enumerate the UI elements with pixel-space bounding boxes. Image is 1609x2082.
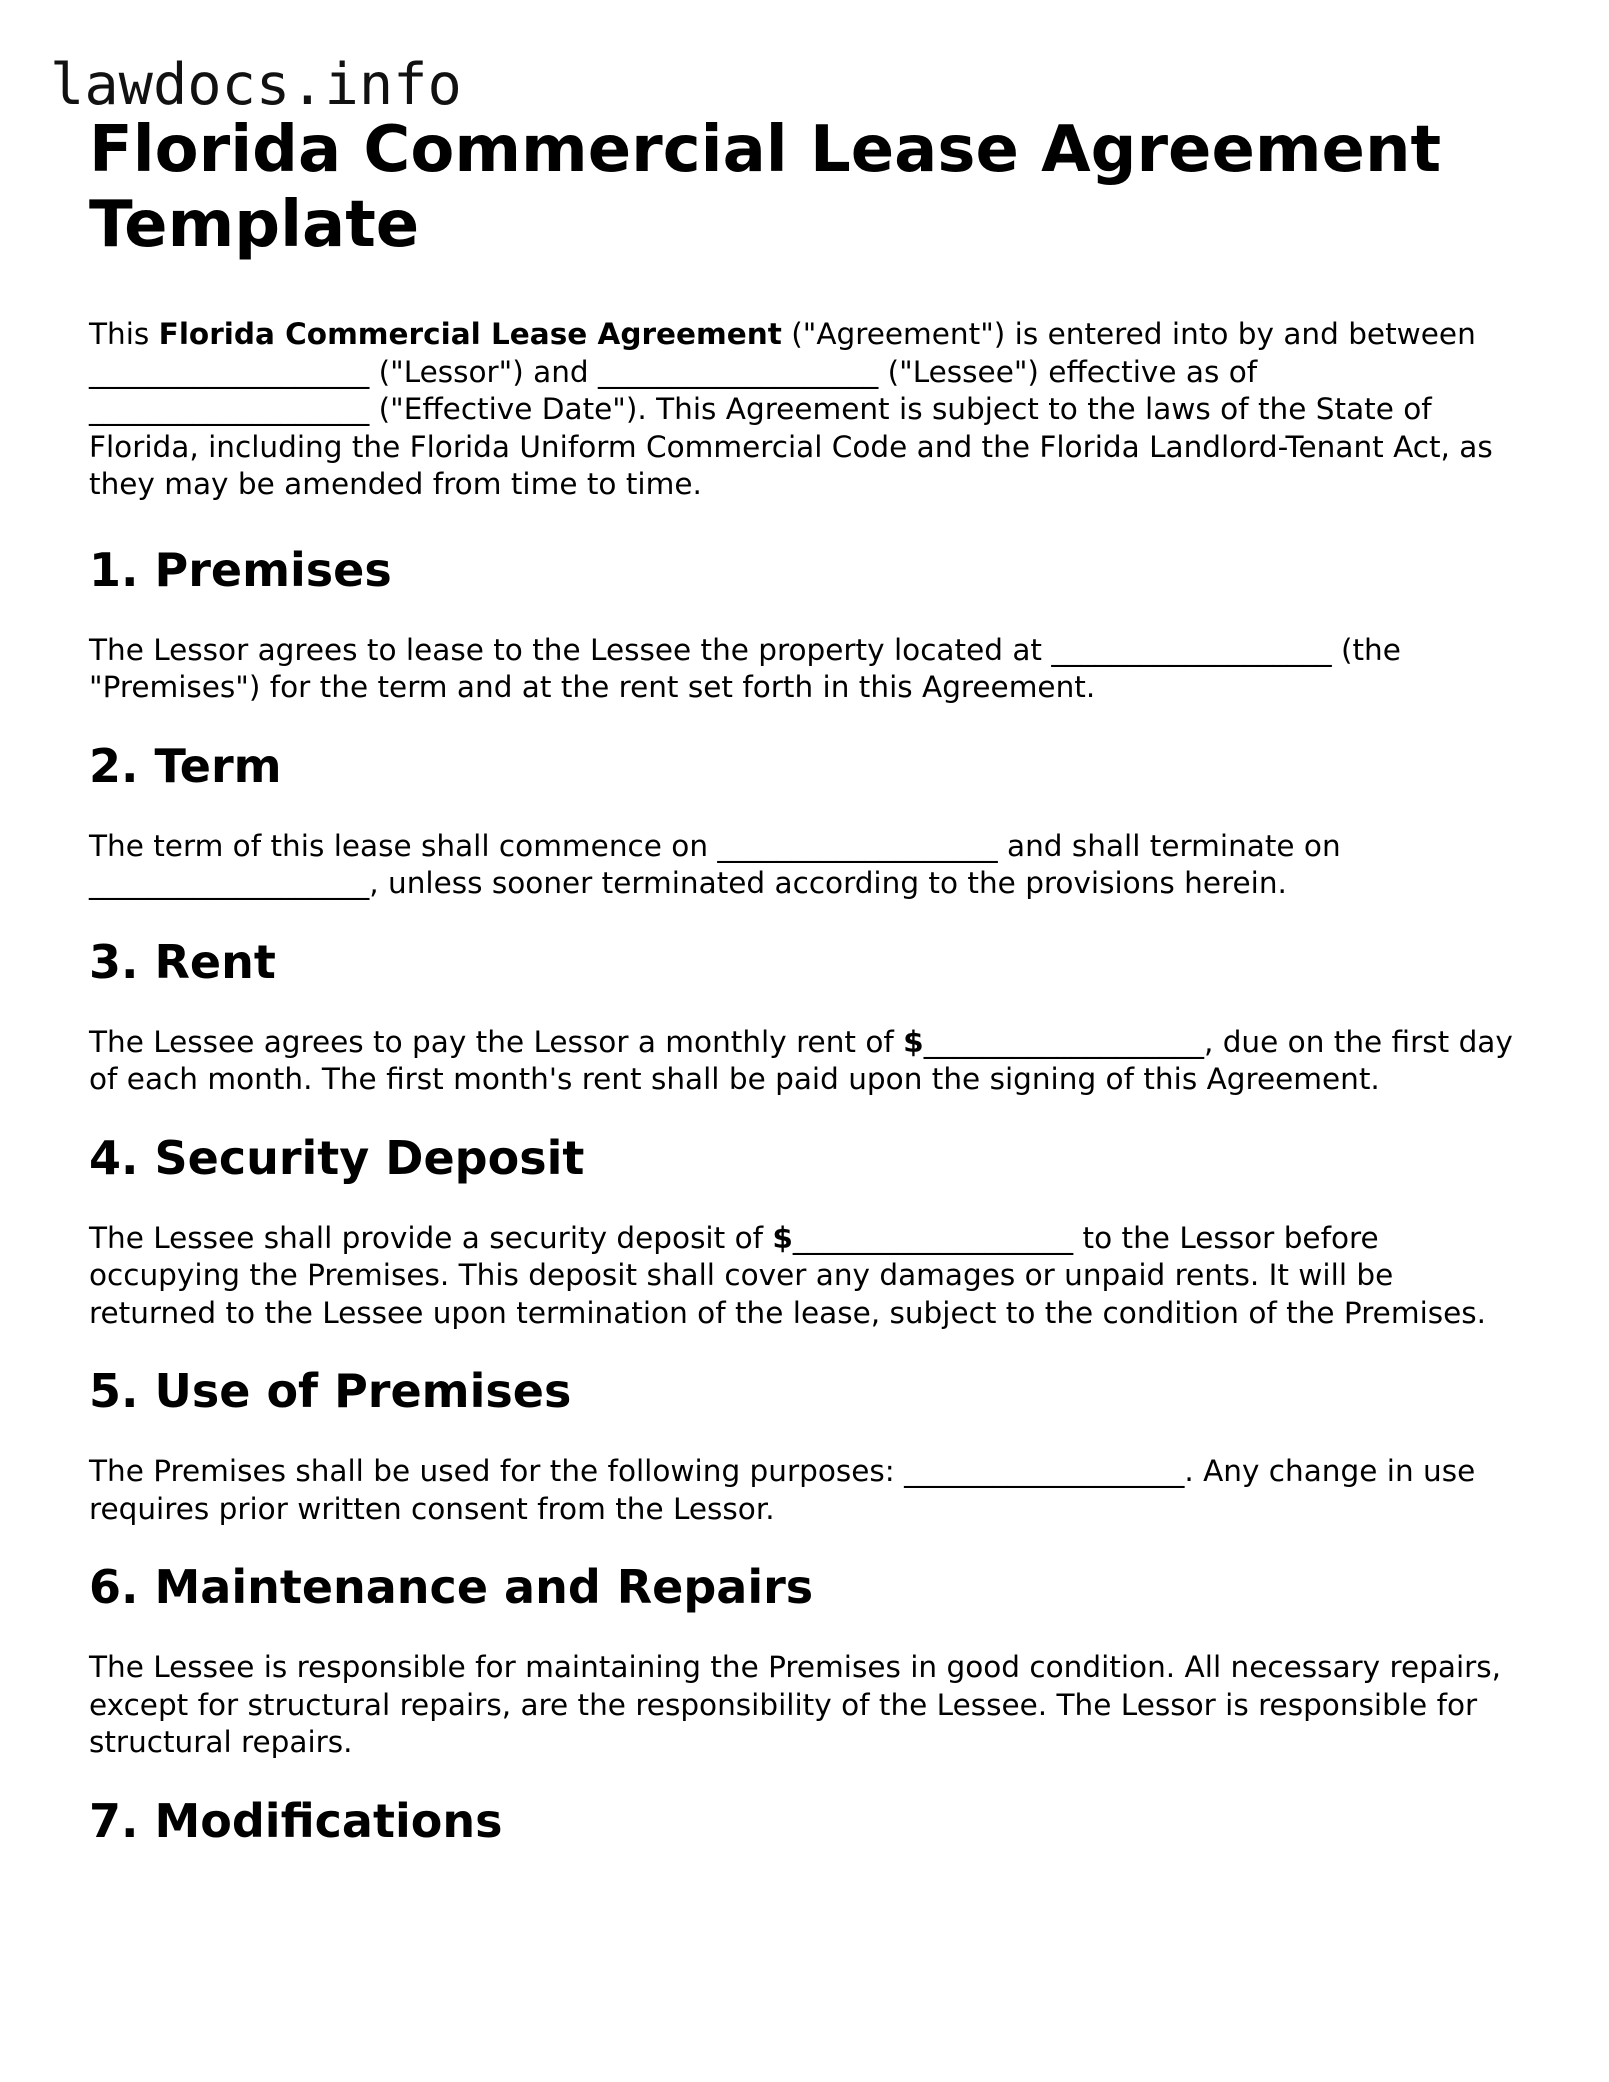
document-body [89, 113, 1519, 1849]
paragraph-text: . Any change in use requires prior written consent from the Lessor. [89, 1454, 1476, 1526]
property-address-blank[interactable]: ___________________ [1051, 632, 1332, 667]
paragraph-text: The term of this lease shall commence on [89, 828, 718, 863]
intro-text: ("Lessor") and [369, 354, 599, 389]
paragraph-text: (the "Premises") for the term and at the rent set forth in this Agreement. [89, 632, 1401, 704]
rent-amount-blank[interactable]: ___________________ [923, 1024, 1204, 1059]
section-heading: 5. Use of Premises [89, 1364, 572, 1418]
currency-symbol: $ [903, 1024, 924, 1059]
intro-text: ("Effective Date"). This Agreement is subject to the laws of the State of Florida, including the Florida Uniform Commercial Code and the Florida Landlord-Tenant Act, as they may be amended from time to time. [89, 392, 1493, 501]
intro-text: ("Lessee") effective as of [878, 354, 1258, 389]
document-title: Florida Commercial Lease Agreement Template [89, 113, 1442, 262]
section-security-deposit [89, 1130, 1519, 1333]
intro-text: ("Agreement") is entered into by and between [781, 317, 1476, 351]
section-heading: 4. Security Deposit [89, 1130, 585, 1185]
effective-date-blank[interactable]: ___________________ [89, 392, 370, 426]
section-paragraph [89, 632, 1519, 707]
lessor-blank[interactable]: ___________________ [89, 354, 370, 389]
paragraph-text: The Lessee shall provide a security deposit of [89, 1220, 773, 1255]
section-paragraph [89, 1220, 1519, 1333]
section-modifications [89, 1793, 1519, 1849]
section-paragraph [89, 1453, 1519, 1528]
section-heading: 7. Modifications [89, 1793, 503, 1848]
intro-text: This [89, 317, 159, 351]
paragraph-text: and shall terminate on [997, 828, 1341, 863]
purpose-blank[interactable]: ___________________ [904, 1454, 1185, 1488]
currency-symbol: $ [772, 1220, 793, 1255]
paragraph-text: , unless sooner terminated according to the provisions herein. [369, 866, 1287, 900]
site-watermark: lawdocs.info [50, 52, 462, 118]
section-paragraph: The Lessee is responsible for maintaining the Premises in good condition. All necessary repairs, except for structural repairs, are the responsibility of the Lessee. The Lessor is responsible for structural repairs. [89, 1650, 1502, 1759]
paragraph-text: , due on the first day of each month. The first month's rent shall be paid upon the signing of this Agreement. [89, 1024, 1513, 1096]
section-heading: 6. Maintenance and Repairs [89, 1560, 814, 1614]
end-date-blank[interactable]: ___________________ [89, 866, 370, 900]
paragraph-text: The Lessor agrees to lease to the Lessee the property located at [89, 632, 1052, 667]
section-maintenance [89, 1559, 1519, 1762]
deposit-amount-blank[interactable]: ___________________ [792, 1220, 1074, 1255]
intro-paragraph [89, 316, 1519, 504]
agreement-name: Florida Commercial Lease Agreement [158, 317, 782, 351]
section-rent [89, 934, 1519, 1099]
section-paragraph [89, 1024, 1519, 1099]
section-term [89, 738, 1519, 903]
paragraph-text: to the Lessor before occupying the Premises. This deposit shall cover any damages or unpaid rents. It will be returned to the Lessee upon termination of the lease, subject to the condition of the Premises. [89, 1220, 1487, 1330]
section-heading: 3. Rent [89, 934, 276, 989]
section-use-of-premises [89, 1363, 1519, 1528]
paragraph-text: The Lessee agrees to pay the Lessor a monthly rent of [89, 1024, 904, 1059]
start-date-blank[interactable]: ___________________ [717, 828, 998, 863]
section-paragraph [89, 828, 1519, 903]
lessee-blank[interactable]: ___________________ [598, 354, 879, 389]
section-premises [89, 542, 1519, 707]
section-heading: 1. Premises [89, 542, 392, 597]
paragraph-text: The Premises shall be used for the following purposes: [89, 1454, 905, 1488]
section-heading: 2. Term [89, 738, 282, 793]
